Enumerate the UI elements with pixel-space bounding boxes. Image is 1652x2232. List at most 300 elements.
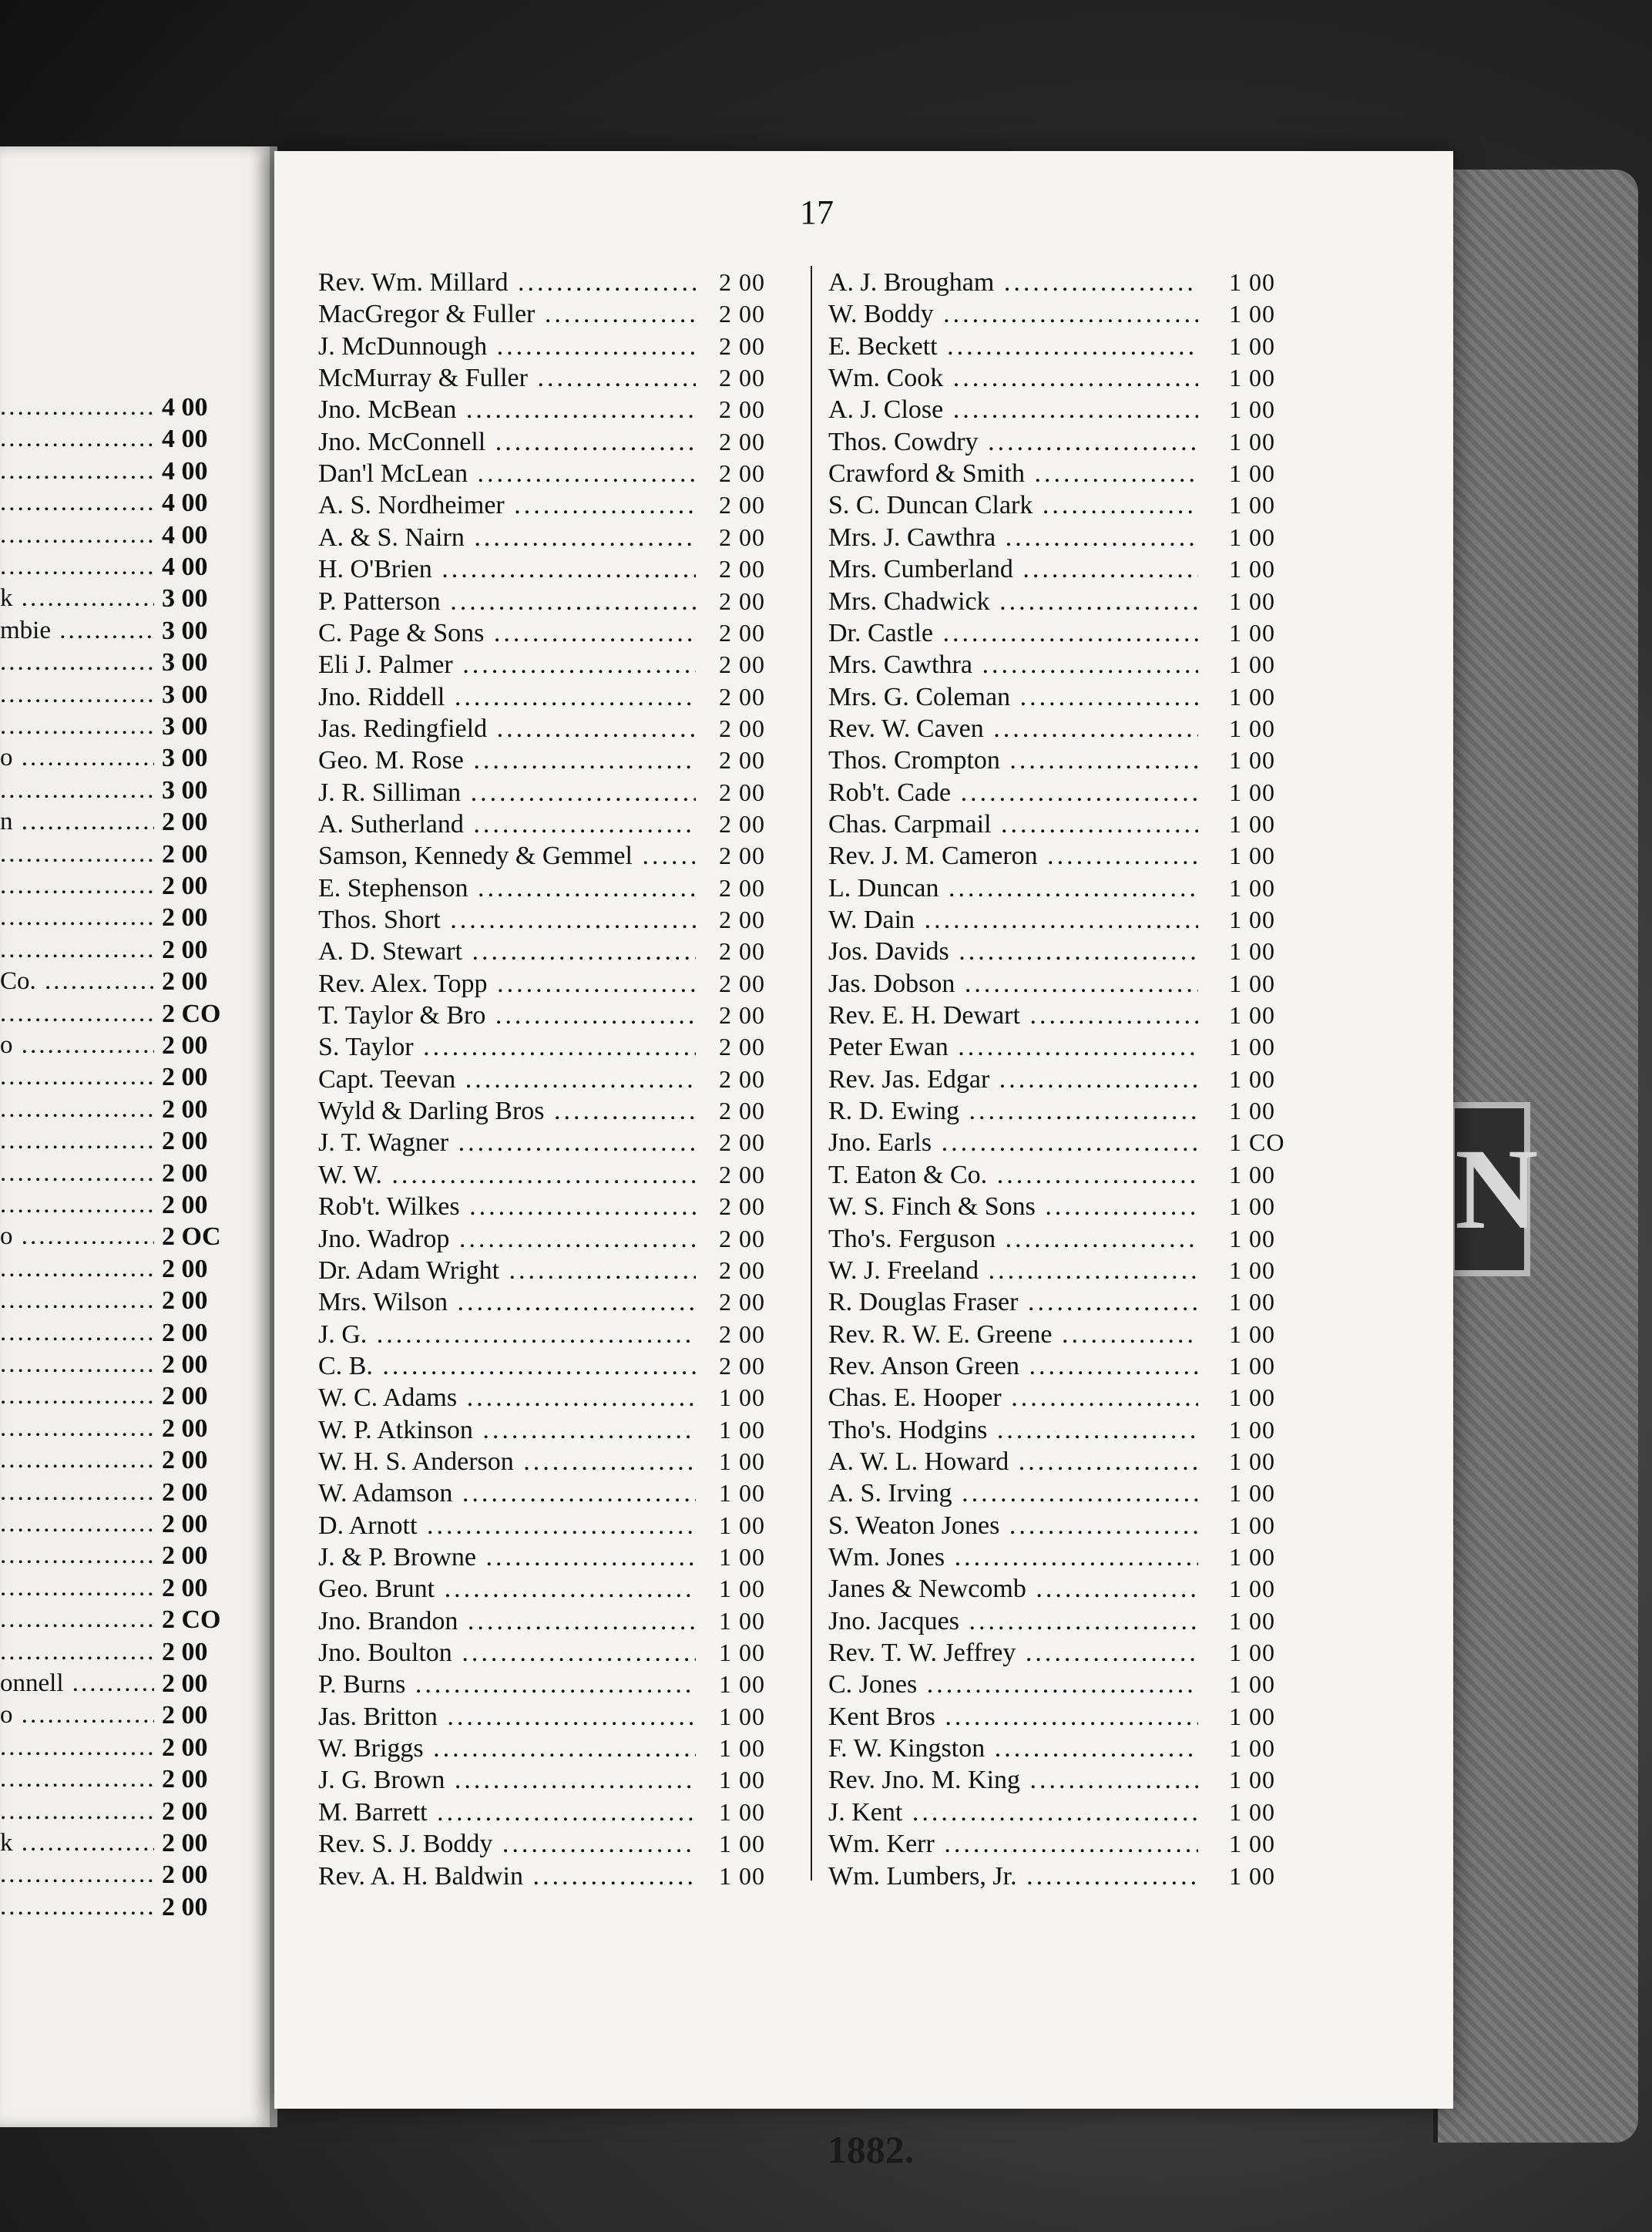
- left-page-name-fragment: [0, 1350, 154, 1379]
- subscription-amount: 1 00: [1229, 969, 1275, 997]
- subscription-amount: 2 00: [719, 809, 765, 838]
- subscriber-entry: [828, 587, 1321, 619]
- subscriber-name: Jno. McBean .....: [318, 395, 696, 425]
- subscriber-entry: [318, 1192, 811, 1224]
- left-page-entry: [0, 1605, 231, 1637]
- left-page-entry: [0, 840, 231, 872]
- subscriber-name: Wm. Jones .....: [828, 1543, 1198, 1572]
- subscriber-entry: [318, 650, 811, 682]
- subscriber-name: H. O'Brien .....: [318, 555, 696, 584]
- subscription-amount: 1 00: [1229, 1383, 1275, 1412]
- subscriber-name: Geo. M. Rose .....: [318, 746, 696, 775]
- subscriber-entry: [318, 1670, 811, 1702]
- left-page-amount: 2 00: [162, 967, 208, 997]
- left-page-entry: [0, 584, 231, 616]
- left-page-name-fragment: [0, 521, 154, 550]
- subscriber-name: Rev. T. W. Jeffrey .....: [828, 1639, 1198, 1668]
- left-page-name-fragment: [0, 1446, 154, 1474]
- subscriber-name: Jno. Brandon .....: [318, 1607, 696, 1636]
- subscriber-entry: [828, 1065, 1321, 1097]
- left-page-amount: 2 00: [162, 1477, 208, 1507]
- subscriber-name: McMurray & Fuller .....: [318, 364, 696, 393]
- subscriber-entry: [828, 842, 1321, 873]
- left-page-name-fragment: [0, 1319, 154, 1347]
- subscription-amount: 2 00: [719, 268, 765, 296]
- subscription-amount: 2 00: [719, 1160, 765, 1188]
- left-page-amount: 2 00: [162, 903, 208, 933]
- left-page-name-fragment: [0, 1733, 154, 1762]
- left-page-entry: [0, 1446, 231, 1477]
- subscriber-entry: [828, 1225, 1321, 1256]
- subscriber-entry: [318, 491, 811, 523]
- subscriber-name: Jas. Redingfield .....: [318, 714, 696, 744]
- subscription-amount: 1 00: [1229, 682, 1275, 711]
- subscriber-name: D. Arnott .....: [318, 1511, 696, 1541]
- subscriber-name: W. C. Adams .....: [318, 1383, 696, 1413]
- left-page-name-fragment: o .....: [0, 1701, 154, 1729]
- subscriber-name: Mrs. Chadwick .....: [828, 587, 1198, 617]
- subscription-amount: 1 00: [1229, 1639, 1275, 1667]
- subscription-amount: 1 00: [1229, 331, 1275, 360]
- subscriber-name: A. S. Nordheimer .....: [318, 491, 696, 520]
- subscriber-name: Kent Bros .....: [828, 1703, 1198, 1732]
- subscriber-entry: [828, 1128, 1321, 1160]
- left-page-name-fragment: [0, 1095, 154, 1124]
- subscriber-entry: [318, 874, 811, 906]
- left-page-entry: [0, 1638, 231, 1669]
- left-page-name-fragment: o .....: [0, 1222, 154, 1251]
- left-page-name-fragment: [0, 553, 154, 581]
- subscriber-entry: [828, 1001, 1321, 1033]
- subscriber-name: Dr. Castle .....: [828, 619, 1198, 648]
- subscriber-name: M. Barrett .....: [318, 1798, 696, 1827]
- subscriber-entry: [828, 619, 1321, 650]
- subscriber-name: R. Douglas Fraser .....: [828, 1288, 1198, 1317]
- subscriber-name: W. H. S. Anderson .....: [318, 1447, 696, 1477]
- left-page-name-fragment: k .....: [0, 584, 154, 613]
- left-page-name-fragment: [0, 457, 154, 486]
- subscriber-name: Rev. E. H. Dewart .....: [828, 1001, 1198, 1030]
- left-page-entry: [0, 903, 231, 935]
- subscription-amount: 1 00: [1229, 714, 1275, 742]
- subscription-amount: 1 00: [1229, 906, 1275, 933]
- subscription-amount: 2 00: [719, 1319, 765, 1348]
- left-page-entry: [0, 1222, 231, 1254]
- left-page-name-fragment: [0, 1765, 154, 1793]
- left-page-amount: 4 00: [162, 489, 208, 518]
- subscriber-entry: [318, 1352, 811, 1383]
- subscriber-name: Rev. S. J. Boddy .....: [318, 1830, 696, 1859]
- subscription-amount: 1 00: [1229, 427, 1275, 455]
- subscriber-entry: [828, 395, 1321, 427]
- subscriber-entry: [318, 1734, 811, 1766]
- subscriber-entry: [828, 1383, 1321, 1415]
- subscription-amount: 2 00: [719, 459, 765, 488]
- left-page-name-fragment: [0, 648, 154, 677]
- subscription-amount: 1 00: [1229, 809, 1275, 838]
- subscription-amount: 2 00: [719, 300, 765, 328]
- subscriber-entry: [318, 1288, 811, 1319]
- left-page-entry: [0, 1765, 231, 1797]
- subscriber-name: C. B. .....: [318, 1352, 696, 1381]
- subscriber-entry: [828, 491, 1321, 523]
- subscriber-name: Jno. Boulton .....: [318, 1639, 696, 1668]
- subscriber-entry: [318, 555, 811, 587]
- left-page-amount: 3 00: [162, 584, 208, 613]
- subscriber-entry: [828, 1607, 1321, 1639]
- left-page-amount: 2 00: [162, 1510, 208, 1538]
- subscriber-name: Rev. Jas. Edgar .....: [828, 1065, 1198, 1094]
- left-page-name-fragment: [0, 840, 154, 869]
- subscriber-entry: [318, 619, 811, 650]
- subscription-amount: 1 00: [719, 1606, 765, 1635]
- subscriber-name: Geo. Brunt .....: [318, 1575, 696, 1604]
- left-page-name-fragment: [0, 936, 154, 964]
- subscriber-entry: [318, 1447, 811, 1479]
- left-page-name-fragment: [0, 1861, 154, 1889]
- subscriber-entry: [828, 428, 1321, 459]
- subscriber-entry: [318, 300, 811, 331]
- subscription-amount: 1 00: [719, 1639, 765, 1667]
- left-page-entry: [0, 681, 231, 712]
- left-page-name-fragment: [0, 1638, 154, 1666]
- left-page-amount: 2 00: [162, 1063, 208, 1092]
- left-page-entry: [0, 617, 231, 648]
- subscription-amount: 1 00: [1229, 1830, 1275, 1858]
- subscription-amount: 1 00: [719, 1734, 765, 1763]
- subscription-amount: 1 00: [1229, 1319, 1275, 1348]
- left-page-entry: [0, 1829, 231, 1861]
- subscriber-entry: [828, 1288, 1321, 1319]
- left-page-name-fragment: [0, 1063, 154, 1091]
- subscription-amount: 1 00: [1229, 618, 1275, 647]
- subscription-amount: 2 00: [719, 395, 765, 424]
- left-page-amount: 2 00: [162, 1254, 208, 1283]
- left-page-name-fragment: n .....: [0, 808, 154, 836]
- subscription-amount: 2 00: [719, 969, 765, 997]
- left-page-amount: 2 00: [162, 1350, 208, 1379]
- subscription-amount: 1 00: [1229, 395, 1275, 424]
- left-page-amount: 2 00: [162, 1892, 208, 1921]
- subscription-amount: 1 00: [1229, 1447, 1275, 1475]
- subscriber-entry: [318, 970, 811, 1001]
- subscription-amount: 1 00: [719, 1797, 765, 1826]
- left-page-name-fragment: [0, 1510, 154, 1538]
- subscriber-name: F. W. Kingston .....: [828, 1734, 1198, 1763]
- subscriber-entry: [318, 523, 811, 555]
- subscription-amount: 1 00: [1229, 1351, 1275, 1380]
- subscriber-name: Chas. Carpmail .....: [828, 810, 1198, 839]
- subscription-amount: 1 00: [719, 1670, 765, 1699]
- left-page-amount: 2 00: [162, 1158, 208, 1188]
- subscription-amount: 2 00: [719, 906, 765, 933]
- subscriber-name: Mrs. Cawthra .....: [828, 650, 1198, 680]
- subscriber-entry: [318, 332, 811, 364]
- subscriber-name: Mrs. G. Coleman .....: [828, 683, 1198, 712]
- left-page-amount: 2 00: [162, 1127, 208, 1156]
- subscriber-name: E. Beckett .....: [828, 332, 1198, 361]
- subscription-amount: 2 00: [719, 650, 765, 679]
- left-page-name-fragment: [0, 1605, 154, 1634]
- left-page-entry: [0, 1478, 231, 1510]
- subscription-amount: 1 00: [1229, 1543, 1275, 1571]
- subscriber-name: Jno. Wadrop .....: [318, 1225, 696, 1254]
- subscription-amount: 2 00: [719, 1064, 765, 1093]
- subscriber-entry: [318, 1511, 811, 1543]
- subscriber-entry: [318, 1766, 811, 1797]
- left-page-entry: [0, 1031, 231, 1063]
- subscriber-name: Jno. Jacques .....: [828, 1607, 1198, 1636]
- left-page-entry: [0, 489, 231, 520]
- left-page-name-fragment: onnell .....: [0, 1669, 154, 1698]
- subscriber-name: Thos. Crompton .....: [828, 746, 1198, 775]
- left-page-entry: [0, 1510, 231, 1541]
- left-page-name-fragment: o .....: [0, 744, 154, 772]
- subscriber-entry: [318, 1097, 811, 1128]
- subscriber-entry: [828, 364, 1321, 395]
- subscription-amount: 2 00: [719, 427, 765, 455]
- left-page-amount: 3 00: [162, 712, 208, 741]
- subscriber-name: Wm. Cook .....: [828, 364, 1198, 393]
- subscription-amount: 1 00: [719, 1766, 765, 1794]
- subscriber-name: Thos. Short .....: [318, 906, 696, 935]
- subscriber-entry: [318, 1798, 811, 1830]
- left-page-amount: 2 00: [162, 1637, 208, 1666]
- subscriber-name: Samson, Kennedy & Gemmel .....: [318, 842, 696, 871]
- subscriber-entry: [828, 1352, 1321, 1383]
- page-number: 17: [800, 193, 834, 231]
- subscription-amount: 1 00: [1229, 1670, 1275, 1699]
- left-page-amount: 2 00: [162, 1094, 208, 1124]
- subscriber-name: Tho's. Ferguson .....: [828, 1225, 1198, 1254]
- left-page-entry: [0, 712, 231, 744]
- subscriber-entry: [828, 874, 1321, 906]
- left-page-name-fragment: [0, 681, 154, 709]
- subscriber-entry: [828, 1479, 1321, 1511]
- subscriber-name: Wm. Lumbers, Jr. .....: [828, 1862, 1198, 1891]
- subscriber-name: Jno. Earls .....: [828, 1128, 1198, 1158]
- subscription-amount: 1 00: [1229, 1097, 1275, 1125]
- subscriber-entry: [828, 1192, 1321, 1224]
- subscriber-entry: [828, 810, 1321, 842]
- left-page-entry: [0, 1063, 231, 1094]
- subscriber-entry: [318, 1225, 811, 1256]
- left-page-name-fragment: [0, 1255, 154, 1283]
- subscriber-name: L. Duncan .....: [828, 874, 1198, 903]
- left-page-name-fragment: [0, 1159, 154, 1188]
- subscription-amount: 1 00: [1229, 1160, 1275, 1188]
- subscriber-entry: [828, 970, 1321, 1001]
- left-page-amount: 3 00: [162, 680, 208, 709]
- left-page-entry: [0, 1255, 231, 1286]
- left-page-amount: 2 00: [162, 839, 208, 869]
- subscriber-entry: [318, 906, 811, 937]
- left-page-entry: [0, 1574, 231, 1605]
- left-page-amount: 4 00: [162, 425, 208, 454]
- left-page-amount: 2 00: [162, 1191, 208, 1219]
- subscription-amount: 1 CO: [1229, 1128, 1285, 1157]
- left-page-name-fragment: [0, 1541, 154, 1570]
- subscriber-name: T. Eaton & Co. .....: [828, 1161, 1198, 1190]
- subscription-amount: 1 00: [1229, 1288, 1275, 1316]
- subscription-amount: 1 00: [719, 1479, 765, 1508]
- subscriber-name: W. Dain .....: [828, 906, 1198, 935]
- subscription-amount: 2 00: [719, 331, 765, 360]
- subscription-amount: 1 00: [1229, 364, 1275, 392]
- subscriber-entry: [318, 1607, 811, 1639]
- subscription-amount: 2 00: [719, 1256, 765, 1284]
- subscriber-name: Rev. Wm. Millard .....: [318, 268, 696, 297]
- subscriber-name: W. J. Freeland .....: [828, 1256, 1198, 1286]
- subscriber-name: J. & P. Browne .....: [318, 1543, 696, 1572]
- left-page-entry: [0, 1797, 231, 1829]
- subscription-amount: 1 00: [719, 1830, 765, 1858]
- left-page-amount: 2 OC: [162, 1222, 221, 1252]
- left-page-amount: 2 00: [162, 1446, 208, 1475]
- subscriber-entry: [828, 746, 1321, 778]
- subscriber-name: Jas. Dobson .....: [828, 970, 1198, 999]
- left-page-amount: 4 00: [162, 553, 208, 581]
- subscriber-name: S. C. Duncan Clark .....: [828, 491, 1198, 520]
- subscription-amount: 1 00: [1229, 523, 1275, 551]
- subscriber-name: Crawford & Smith .....: [828, 459, 1198, 489]
- left-page: [0, 146, 277, 2127]
- left-page-amount: 4 00: [162, 393, 208, 422]
- left-page-name-fragment: [0, 1893, 154, 1921]
- subscriber-entry: [828, 1320, 1321, 1352]
- left-page-amount: 2 00: [162, 1413, 208, 1443]
- subscriber-entry: [828, 1097, 1321, 1128]
- subscriber-entry: [318, 1575, 811, 1606]
- subscription-amount: 1 00: [1229, 1479, 1275, 1508]
- subscriber-entry: [318, 714, 811, 746]
- subscriber-entry: [318, 1416, 811, 1447]
- subscriber-entry: [828, 1447, 1321, 1479]
- subscriber-entry: [318, 1543, 811, 1575]
- subscriber-entry: [318, 1862, 811, 1894]
- subscription-amount: 1 00: [719, 1447, 765, 1475]
- left-page-amount: 3 00: [162, 775, 208, 805]
- subscriber-entry: [318, 842, 811, 873]
- left-page-amount: 2 00: [162, 1573, 208, 1602]
- subscriber-name: A. Sutherland .....: [318, 810, 696, 839]
- subscriber-entry: [318, 364, 811, 395]
- subscriber-entry: [828, 1798, 1321, 1830]
- subscriber-entry: [828, 1511, 1321, 1543]
- left-page-amount: 2 CO: [162, 1605, 221, 1635]
- left-page-entry: [0, 1127, 231, 1158]
- subscription-amount: 1 00: [1229, 1606, 1275, 1635]
- left-page-entry: [0, 393, 231, 425]
- subscriber-entry: [828, 1033, 1321, 1064]
- subscription-amount: 1 00: [1229, 1415, 1275, 1444]
- left-page-entry: [0, 872, 231, 903]
- left-page-entry: [0, 1414, 231, 1446]
- left-page-name-fragment: [0, 1286, 154, 1315]
- subscriber-entry: [828, 332, 1321, 364]
- subscriber-entry: [318, 428, 811, 459]
- subscriber-entry: [318, 1001, 811, 1033]
- subscription-amount: 2 00: [719, 842, 765, 870]
- subscriber-name: Dan'l McLean .....: [318, 459, 696, 489]
- subscriber-name: Rev. J. M. Cameron .....: [828, 842, 1198, 871]
- left-page-name-fragment: [0, 712, 154, 741]
- subscriber-name: W. P. Atkinson .....: [318, 1416, 696, 1445]
- subscription-amount: 2 00: [719, 1128, 765, 1157]
- subscriber-entry: [828, 1766, 1321, 1797]
- subscriber-name: J. McDunnough .....: [318, 332, 696, 361]
- left-page-entry: [0, 1191, 231, 1222]
- left-page-entry: [0, 521, 231, 553]
- subscription-amount: 1 00: [1229, 1001, 1275, 1030]
- left-page-name-fragment: [0, 1478, 154, 1507]
- left-page-entry: [0, 936, 231, 967]
- left-page-name-fragment: [0, 903, 154, 932]
- left-page-entry: [0, 1893, 231, 1924]
- subscription-amount: 1 00: [1229, 1797, 1275, 1826]
- subscriber-name: A. W. L. Howard .....: [828, 1447, 1198, 1477]
- left-page-amount: 2 00: [162, 1797, 208, 1826]
- subscriber-name: Wm. Kerr .....: [828, 1830, 1198, 1859]
- subscriber-name: Dr. Adam Wright .....: [318, 1256, 696, 1286]
- left-page-entry: [0, 1861, 231, 1892]
- subscriber-entry: [828, 1670, 1321, 1702]
- left-page-entry: [0, 1095, 231, 1127]
- subscriber-name: Chas. E. Hooper .....: [828, 1383, 1198, 1413]
- subscriber-entry: [318, 1639, 811, 1670]
- subscriber-name: Thos. Cowdry .....: [828, 428, 1198, 457]
- subscriber-entry: [318, 1479, 811, 1511]
- subscriber-entry: [318, 937, 811, 969]
- subscriber-entry: [828, 300, 1321, 331]
- subscriber-entry: [828, 459, 1321, 491]
- left-page-amount: 2 00: [162, 1382, 208, 1411]
- subscriber-entry: [828, 1416, 1321, 1447]
- subscriber-name: S. Weaton Jones .....: [828, 1511, 1198, 1541]
- left-page-name-fragment: mbie .....: [0, 617, 154, 645]
- subscriber-entry: [318, 683, 811, 714]
- subscriber-name: J. G. .....: [318, 1320, 696, 1350]
- subscription-amount: 2 00: [719, 1001, 765, 1030]
- left-page-entry: [0, 1159, 231, 1191]
- subscriber-entry: [318, 268, 811, 300]
- subscriber-entry: [318, 1065, 811, 1097]
- subscriber-entry: [318, 1128, 811, 1160]
- subscriber-name: W. S. Finch & Sons .....: [828, 1192, 1198, 1222]
- left-page-name-fragment: [0, 1000, 154, 1028]
- left-page-amount: 2 00: [162, 1765, 208, 1794]
- subscription-amount: 1 00: [719, 1861, 765, 1890]
- subscriber-entry: [318, 746, 811, 778]
- left-page-amount: 2 00: [162, 1701, 208, 1730]
- subscription-amount: 2 00: [719, 555, 765, 583]
- subscriber-name: J. R. Silliman .....: [318, 778, 696, 808]
- subscriber-entry: [828, 1862, 1321, 1894]
- left-page-name-fragment: o .....: [0, 1031, 154, 1060]
- subscriber-name: Rob't. Cade .....: [828, 778, 1198, 808]
- left-page-amount: 4 00: [162, 456, 208, 486]
- subscriber-name: Tho's. Hodgins .....: [828, 1416, 1198, 1445]
- subscriber-name: MacGregor & Fuller .....: [318, 300, 696, 329]
- left-page-entry: [0, 553, 231, 584]
- subscription-amount: 1 00: [1229, 746, 1275, 775]
- subscriber-name: W. Boddy .....: [828, 300, 1198, 329]
- left-page-entry: [0, 1286, 231, 1318]
- subscriber-name: T. Taylor & Bro .....: [318, 1001, 696, 1030]
- subscription-amount: 2 00: [719, 491, 765, 519]
- subscription-amount: 1 00: [719, 1702, 765, 1730]
- left-page-amount: 2 00: [162, 1669, 208, 1698]
